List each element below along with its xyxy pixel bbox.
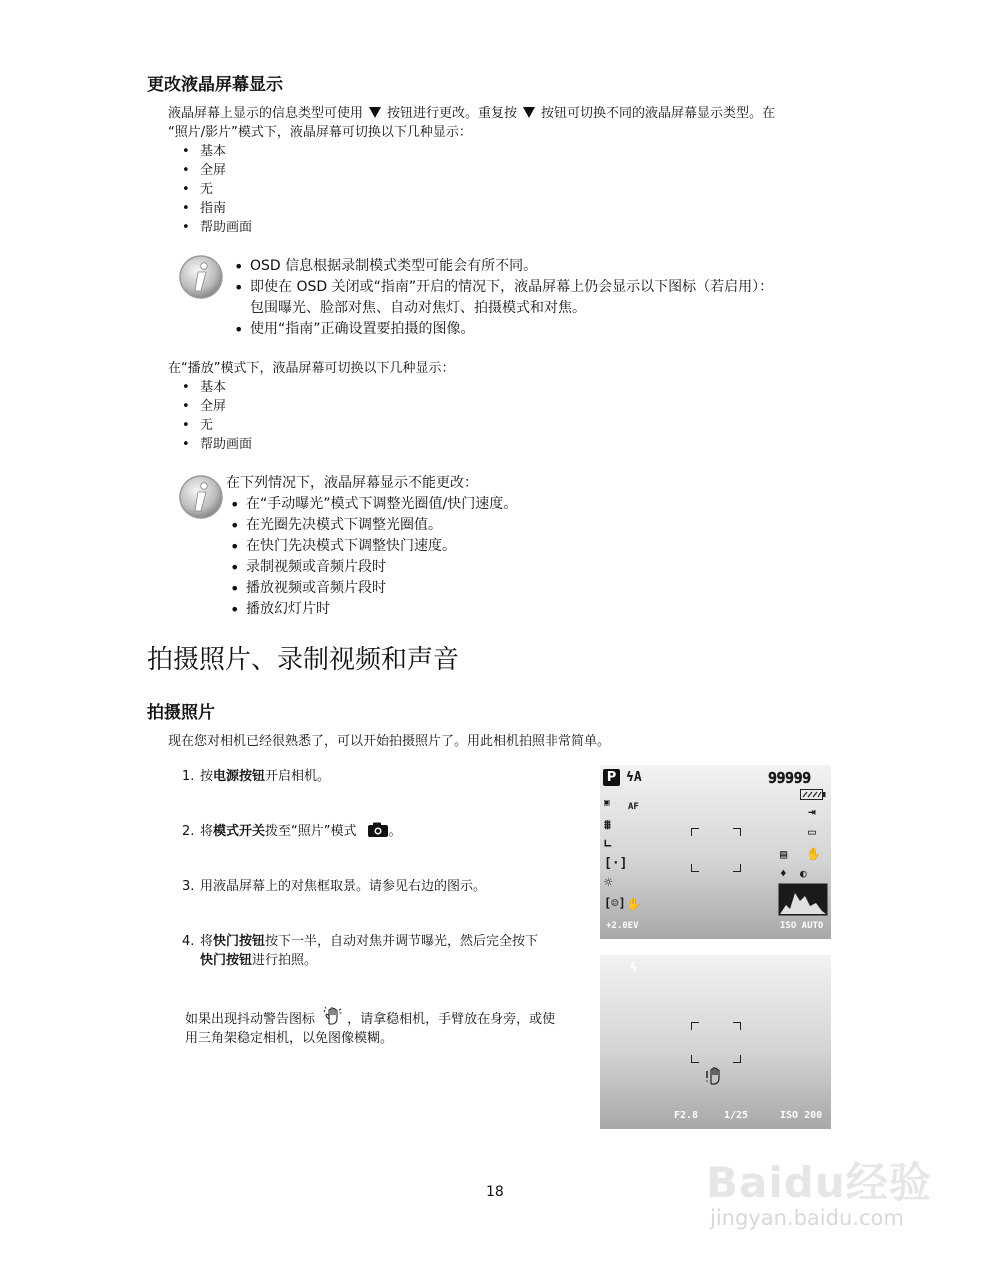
list-item: • 在光圈先决模式下调整光圈值。 xyxy=(226,515,826,536)
intro-part2: 按钮进行更改。重复按 xyxy=(387,106,518,121)
photo-mode-list xyxy=(168,142,252,237)
resolution-icon: ▣ xyxy=(604,798,610,808)
shake-warning-text xyxy=(185,1006,595,1048)
step-3 xyxy=(182,877,582,896)
info-note-icon xyxy=(178,474,224,520)
stabilizer-icon: ✋ xyxy=(626,897,641,911)
list-item: • 全屏 xyxy=(168,397,252,416)
step-text: 将 xyxy=(200,934,214,949)
storage-icon: ⇥ xyxy=(808,805,816,820)
iso-value: ISO 200 xyxy=(780,1110,823,1121)
focus-area-icon: [·] xyxy=(604,856,628,871)
playback-mode-list xyxy=(168,378,252,454)
shake-warning-icon xyxy=(704,1066,726,1086)
note2-lead: 在下列情况下，液晶屏幕显示不能更改： xyxy=(226,475,478,491)
focus-frame-corner xyxy=(691,1022,699,1030)
list-item: • 使用“指南”正确设置要拍摄的图像。 xyxy=(230,319,870,340)
intro-part1: 液晶屏幕上显示的信息类型可使用 xyxy=(168,106,364,121)
step-2 xyxy=(182,822,582,841)
list-item: • 指南 xyxy=(168,199,252,218)
white-balance-icon: ☼ xyxy=(604,875,613,891)
step-bold: 电源按钮 xyxy=(213,769,266,784)
lcd-screen-osd xyxy=(600,765,831,939)
focus-frame-corner xyxy=(733,1055,741,1063)
playback-intro: 在“播放”模式下，液晶屏幕可切换以下几种显示： xyxy=(168,361,455,376)
note2-list xyxy=(226,494,826,620)
intro-part3: 按钮可切换不同的液晶屏幕显示类型。在 xyxy=(541,106,776,121)
note1-item2-cont: 包围曝光、脸部对焦、自动对焦灯、拍摄模式和对焦。 xyxy=(250,300,586,316)
note1-item2-text: 即使在 OSD 关闭或“指南”开启的情况下，液晶屏幕上仍会显示以下图标（若启用）： xyxy=(250,279,774,295)
aspect-icon: ▭ xyxy=(808,825,816,840)
section-title-take-photo: 拍摄照片 xyxy=(147,703,215,723)
focus-frame-corner xyxy=(733,1022,741,1030)
flash-auto-icon: ϟA xyxy=(626,770,642,785)
step-number: 1. xyxy=(182,769,195,784)
section-title-capture: 拍摄照片、录制视频和声音 xyxy=(147,645,460,675)
note1-list xyxy=(230,256,870,340)
lcd-intro xyxy=(168,104,868,123)
take-photo-intro: 现在您对相机已经很熟悉了，可以开始拍摄照片了。用此相机拍照非常简单。 xyxy=(168,734,611,749)
watermark-url: jingyan.baidu.com xyxy=(710,1206,904,1230)
camera-icon xyxy=(367,822,389,838)
focus-frame-corner xyxy=(691,828,699,836)
flash-icon: ϟ xyxy=(630,961,638,976)
list-item: • 在“手动曝光”模式下调整光圈值/快门速度。 xyxy=(226,494,826,515)
list-item: • 无 xyxy=(168,180,252,199)
step-text: 开启相机。 xyxy=(265,769,331,784)
shake-text: ，请拿稳相机，手臂放在身旁，或使 xyxy=(347,1012,556,1027)
shake-text: 如果出现抖动警告图标 xyxy=(185,1012,316,1027)
down-arrow-icon xyxy=(369,107,381,118)
step-period: 。 xyxy=(388,824,402,839)
lcd-intro-line2: “照片/影片”模式下，液晶屏幕可切换以下几种显示： xyxy=(168,125,472,140)
shake-warning-icon xyxy=(323,1006,343,1026)
page-number: 18 xyxy=(486,1184,504,1200)
focus-frame-corner xyxy=(691,864,699,872)
ev-value: +2.0EV xyxy=(606,921,639,931)
focus-frame-corner xyxy=(733,864,741,872)
list-item: • 在快门先决模式下调整快门速度。 xyxy=(226,536,826,557)
list-item: • 全屏 xyxy=(168,161,252,180)
lcd-screen-half-press xyxy=(600,955,831,1129)
list-item: • 播放视频或音频片段时 xyxy=(226,578,826,599)
focus-frame-corner xyxy=(733,828,741,836)
face-detect-icon: [☺] xyxy=(604,896,626,910)
step-number: 4. xyxy=(182,934,195,949)
list-item: • 录制视频或音频片段时 xyxy=(226,557,826,578)
step-1 xyxy=(182,767,582,786)
step-text: 将 xyxy=(200,824,214,839)
step-text: 按 xyxy=(200,769,214,784)
iso-value: ISO AUTO xyxy=(780,921,824,931)
watermark-brand: Baidu经验 xyxy=(706,1158,932,1207)
step-4 xyxy=(182,932,582,970)
step-bold: 模式开关 xyxy=(213,824,266,839)
step-bold: 快门按钮 xyxy=(213,934,266,949)
list-item xyxy=(230,277,870,319)
af-lamp-icon: AF xyxy=(628,802,639,812)
program-mode-icon: P xyxy=(603,769,620,786)
shots-remaining: 99999 xyxy=(768,769,811,787)
wb-icon: ⩩ xyxy=(604,818,611,833)
list-item: • 基本 xyxy=(168,142,252,161)
saturation-icon: ♦ xyxy=(780,867,787,880)
contrast-icon: ◐ xyxy=(800,867,807,880)
step-number: 3. xyxy=(182,879,195,894)
shutter-value: 1/25 xyxy=(724,1110,749,1121)
list-item: • 播放幻灯片时 xyxy=(226,599,826,620)
histogram-icon xyxy=(778,883,828,916)
battery-icon xyxy=(800,789,826,800)
aperture-value: F2.8 xyxy=(674,1110,699,1121)
anti-shake-icon: ✋ xyxy=(806,847,821,861)
list-item: • OSD 信息根据录制模式类型可能会有所不同。 xyxy=(230,256,870,277)
step-bold: 快门按钮 xyxy=(200,953,253,968)
step-text: 按下一半，自动对焦并调节曝光，然后完全按下 xyxy=(265,934,539,949)
list-item: • 基本 xyxy=(168,378,252,397)
step-text: 用液晶屏幕上的对焦框取景。请参见右边的图示。 xyxy=(200,879,487,894)
step-text: 进行拍照。 xyxy=(252,953,318,968)
down-arrow-icon xyxy=(523,107,535,118)
info-note-icon xyxy=(178,254,224,300)
step-text: 拨至“照片”模式 xyxy=(265,824,357,839)
shake-text: 用三角架稳定相机，以免图像模糊。 xyxy=(185,1031,394,1046)
list-item: • 帮助画面 xyxy=(168,435,252,454)
drive-mode-icon: ▤ xyxy=(780,847,788,861)
list-item: • 帮助画面 xyxy=(168,218,252,237)
focus-frame-corner xyxy=(691,1055,699,1063)
quality-icon: ∟ xyxy=(604,837,612,852)
section-title-lcd-display: 更改液晶屏幕显示 xyxy=(147,75,283,95)
list-item: • 无 xyxy=(168,416,252,435)
step-number: 2. xyxy=(182,824,195,839)
